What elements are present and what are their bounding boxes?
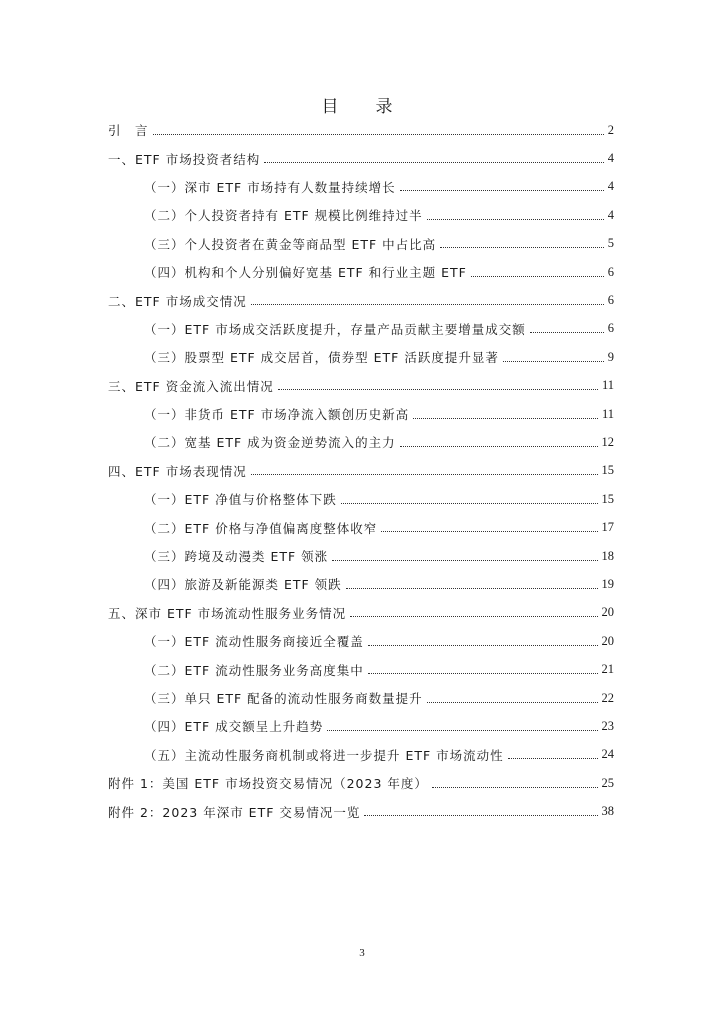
dot-leader	[264, 162, 604, 163]
toc-entry-label: 引 言	[108, 123, 149, 139]
toc-entry-page: 12	[601, 434, 614, 449]
toc-entry-label: （二）ETF 价格与净值偏离度整体收窄	[144, 520, 378, 536]
toc-entry-4-4[interactable]	[108, 570, 614, 598]
toc-entry-page: 2	[607, 122, 614, 137]
dot-leader	[432, 787, 598, 788]
toc-entry-3-1[interactable]	[108, 400, 614, 428]
table-of-contents	[108, 116, 614, 826]
toc-entry-label: （一）深市 ETF 市场持有人数量持续增长	[144, 179, 396, 195]
toc-entry-label: （二）个人投资者持有 ETF 规模比例维持过半	[144, 208, 423, 224]
toc-entry-label: （一）非货币 ETF 市场净流入额创历史新高	[144, 407, 410, 423]
toc-entry-section-3[interactable]	[108, 372, 614, 400]
dot-leader	[364, 815, 597, 816]
dot-leader	[368, 673, 598, 674]
dot-leader	[368, 645, 598, 646]
toc-entry-label: （三）跨境及动漫类 ETF 领涨	[144, 549, 329, 565]
toc-entry-page: 6	[607, 264, 614, 279]
dot-leader	[251, 304, 604, 305]
toc-entry-page: 21	[601, 662, 614, 677]
dot-leader	[251, 474, 598, 475]
dot-leader	[381, 531, 597, 532]
toc-entry-section-4[interactable]	[108, 457, 614, 485]
toc-entry-page: 4	[607, 151, 614, 166]
toc-entry-1-2[interactable]	[108, 201, 614, 229]
dot-leader	[400, 446, 598, 447]
toc-entry-label: 附件 1：美国 ETF 市场投资交易情况（2023 年度）	[108, 776, 428, 792]
toc-entry-5-4[interactable]	[108, 712, 614, 740]
toc-entry-page: 5	[607, 236, 614, 251]
toc-entry-4-3[interactable]	[108, 542, 614, 570]
dot-leader	[440, 247, 604, 248]
dot-leader	[332, 560, 597, 561]
toc-entry-5-5[interactable]	[108, 741, 614, 769]
toc-entry-page: 24	[601, 747, 614, 762]
toc-entry-page: 17	[601, 520, 614, 535]
toc-entry-page: 18	[601, 548, 614, 563]
toc-entry-page: 6	[607, 321, 614, 336]
toc-entry-page: 4	[607, 179, 614, 194]
toc-entry-label: （三）单只 ETF 配备的流动性服务商数量提升	[144, 691, 423, 706]
toc-entry-page: 6	[607, 293, 614, 308]
toc-entry-page: 22	[601, 690, 614, 705]
toc-entry-label: 五、深市 ETF 市场流动性服务业务情况	[108, 605, 347, 621]
toc-entry-label: （三）股票型 ETF 成交居首，债券型 ETF 活跃度提升显著	[144, 350, 499, 366]
toc-entry-label: （一）ETF 流动性服务商接近全覆盖	[144, 634, 364, 650]
toc-entry-page: 20	[601, 633, 614, 648]
toc-entry-label: （二）宽基 ETF 成为资金逆势流入的主力	[144, 435, 396, 451]
toc-entry-label: 一、ETF 市场投资者结构	[108, 151, 261, 167]
page-number: 3	[359, 947, 365, 959]
toc-title: 目 录	[321, 97, 403, 117]
toc-entry-page: 15	[601, 491, 614, 506]
toc-entry-appendix-2[interactable]	[108, 797, 614, 825]
toc-entry-label: 附件 2：2023 年深市 ETF 交易情况一览	[108, 804, 361, 820]
toc-entry-5-1[interactable]	[108, 627, 614, 655]
dot-leader	[327, 730, 597, 731]
toc-entry-label: 四、ETF 市场表现情况	[108, 463, 247, 479]
toc-entry-appendix-1[interactable]	[108, 769, 614, 797]
toc-entry-page: 19	[601, 576, 614, 591]
dot-leader	[471, 276, 604, 277]
toc-entry-page: 25	[601, 775, 614, 790]
dot-leader	[341, 503, 598, 504]
toc-entry-label: （二）ETF 流动性服务业务高度集中	[144, 662, 364, 678]
toc-entry-page: 11	[601, 406, 614, 421]
dot-leader	[413, 418, 598, 419]
toc-entry-page: 23	[601, 718, 614, 733]
dot-leader	[427, 219, 604, 220]
toc-entry-label: （四）机构和个人分别偏好宽基 ETF 和行业主题 ETF	[144, 265, 467, 281]
toc-entry-4-2[interactable]	[108, 513, 614, 541]
toc-entry-page: 9	[607, 349, 614, 364]
toc-entry-1-1[interactable]	[108, 173, 614, 201]
toc-entry-section-2[interactable]	[108, 286, 614, 314]
dot-leader	[508, 758, 598, 759]
dot-leader	[350, 616, 597, 617]
toc-entry-5-3[interactable]	[108, 684, 614, 712]
toc-entry-page: 20	[601, 605, 614, 620]
dot-leader	[153, 134, 604, 135]
dot-leader	[530, 332, 604, 333]
toc-entry-label: （一）ETF 市场成交活跃度提升，存量产品贡献主要增量成交额	[144, 321, 526, 337]
toc-entry-3-2[interactable]	[108, 428, 614, 456]
toc-entry-page: 4	[607, 207, 614, 222]
dot-leader	[346, 588, 598, 589]
toc-entry-1-4[interactable]	[108, 258, 614, 286]
toc-entry-4-1[interactable]	[108, 485, 614, 513]
toc-entry-intro[interactable]	[108, 116, 614, 144]
toc-entry-section-1[interactable]	[108, 144, 614, 172]
dot-leader	[278, 389, 598, 390]
dot-leader	[503, 361, 604, 362]
toc-entry-page: 11	[601, 378, 614, 393]
toc-entry-label: （一）ETF 净值与价格整体下跌	[144, 492, 337, 508]
toc-entry-section-5[interactable]	[108, 599, 614, 627]
toc-entry-label: （五）主流动性服务商机制或将进一步提升 ETF 市场流动性	[144, 747, 504, 763]
toc-entry-page: 15	[601, 463, 614, 478]
toc-entry-label: 二、ETF 市场成交情况	[108, 293, 247, 309]
toc-entry-label: （四）ETF 成交额呈上升趋势	[144, 719, 324, 735]
toc-entry-page: 38	[601, 804, 614, 819]
toc-entry-1-3[interactable]	[108, 230, 614, 258]
toc-entry-2-1[interactable]	[108, 315, 614, 343]
toc-entry-label: （三）个人投资者在黄金等商品型 ETF 中占比高	[144, 236, 437, 252]
dot-leader	[427, 702, 598, 703]
dot-leader	[400, 190, 604, 191]
toc-entry-label: 三、ETF 资金流入流出情况	[108, 378, 274, 394]
toc-entry-2-3[interactable]	[108, 343, 614, 371]
toc-entry-5-2[interactable]	[108, 655, 614, 683]
toc-entry-label: （四）旅游及新能源类 ETF 领跌	[144, 577, 342, 593]
